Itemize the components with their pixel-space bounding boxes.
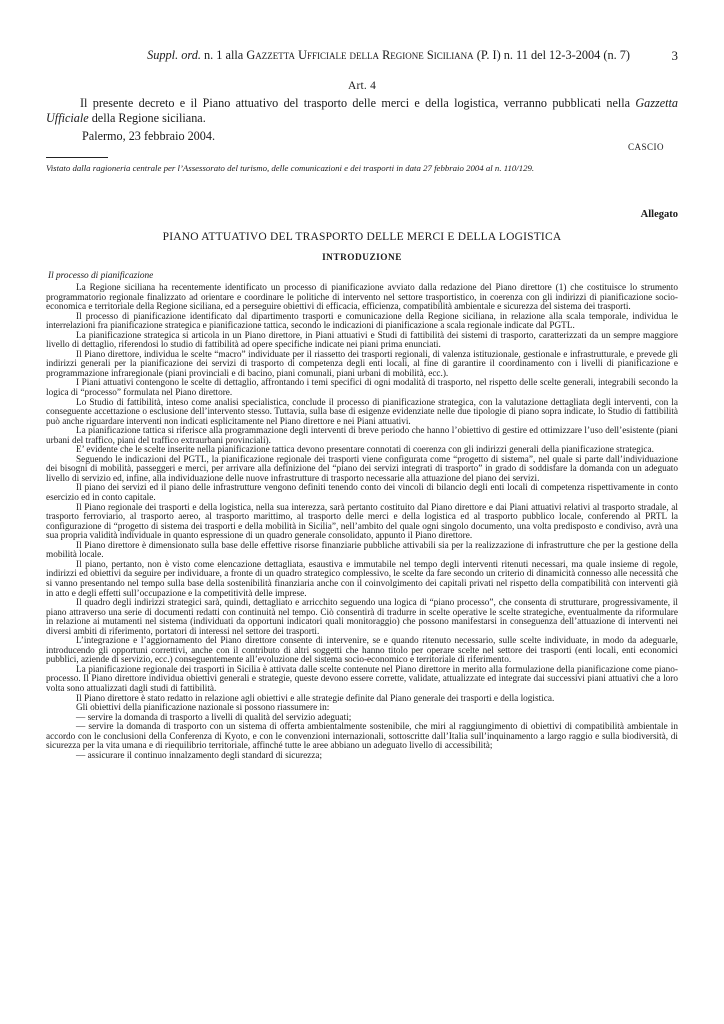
page-number: 3: [671, 48, 678, 63]
objectives-list: [46, 714, 678, 762]
issue-prefix: n. 1 alla: [200, 48, 247, 62]
paragraph: Il Piano direttore è stato redatto in relazione agli obiettivi e alle strategie definite dal Piano generale dei trasporti e della logistica.: [76, 693, 555, 704]
paragraph: Lo Studio di fattibilità, inteso come analisi specialistica, conclude il processo di pianificazione strategica, con la valutazione dettagliata degli interventi, con la conseguente accettazione o esclusione dell’intervento stesso. Tuttavia, sulla base di esigenze evidenziate nelle due tipologie di piano sopra indicate, lo Studio di fattibilità può anche riguardare interventi non indicati esplicitamente nel Piano direttore e nei Piani attuativi.: [46, 397, 678, 427]
running-header-text: [147, 48, 630, 63]
list-item: — servire la domanda di trasporto a livelli di qualità del servizio adeguati;: [76, 712, 352, 723]
document-title: PIANO ATTUATIVO DEL TRASPORTO DELLE MERCI E DELLA LOGISTICA: [162, 231, 562, 243]
signature: CASCIO: [627, 142, 664, 152]
paragraph: La pianificazione regionale dei trasporti in Sicilia è attivata dalle scelte contenute nel Piano direttore in merito alla formulazione della pianificazione come piano-processo. Il Piano direttore individua obiettivi generali e strategie, queste devono essere corrette, validate, attualizzate ed integrate dai successivi piani attuativi che a loro volta sono attualizzati dagli studi di fattibilità.: [46, 664, 678, 694]
decree-text: Il presente decreto e il Piano attuativo del trasporto delle merci e della logistica, verranno pubblicati nella: [80, 96, 636, 110]
paragraph: La pianificazione tattica si riferisce alla programmazione degli interventi di breve periodo che hanno l’obiettivo di gestire ed ottimizzare l’uso dell’esistente (piani urbani del traffico, piani del traffico extraurbani provinciali).: [46, 426, 678, 446]
paragraph: Seguendo le indicazioni del PGTL, la pianificazione regionale dei trasporti viene configurata come “progetto di sistema”, nel quale si parte dall’individuazione dei bisogni di mobilità, passeggeri e merci, per arrivare alla definizione del “piano dei servizi integrati di trasporto” in grado di soddisfare la domanda con un adeguato livello di servizio ed, infine, alla individuazione delle nuove infrastrutture di trasporto necessarie alla attuazione del piano dei servizi.: [46, 454, 678, 484]
article-heading: Art. 4: [347, 80, 377, 92]
gazzetta-italic: Gazzetta Ufficiale: [46, 96, 678, 125]
paragraph: Il processo di pianificazione identificato dal dipartimento trasporti e comunicazione della Regione siciliana, in relazione alla scala temporale, individua le interrelazioni fra pianificazione strategica e pianificazione tattica, secondo le indicazioni di pianificazione a scala regionale indicate dal PGTL.: [46, 311, 678, 332]
list-item: — assicurare il continuo innalzamento degli standard di sicurezza;: [76, 750, 323, 761]
list-item: — servire la domanda di trasporto con un sistema di offerta ambientalmente sostenibile, che miri al raggiungimento di obiettivi di compatibilità ambientale in accordo con le conclusioni della Conferenza di Kyoto, e con le convenzioni internazionali, sottoscritte dall’Italia sull’inquinamento a largo raggio e sulla biodiversità, di sicurezza per la vita umana e di riequilibrio territoriale, affinché tutte le aree abbiano un adeguato livello di accessibilità;: [46, 722, 678, 752]
paragraph: Il piano dei servizi ed il piano delle infrastrutture vengono definiti tenendo conto dei vincoli di bilancio degli enti locali di competenza rispettivamente in conto esercizio ed in conto capitale.: [46, 483, 678, 504]
supplement-label: Suppl. ord.: [147, 48, 201, 62]
paragraph: I Piani attuativi contengono le scelte di dettaglio, affrontando i temi specifici di ogni modalità di trasporto, nel rispetto delle scelte generali, integrabili secondo la logica di “processo” formulata nel Piano direttore.: [46, 378, 678, 399]
paragraph: La pianificazione strategica si articola in un Piano direttore, in Piani attuativi e Studi di fattibilità dei sistemi di trasporto, caratterizzati da un sempre maggiore livello di dettaglio, riferendosi lo studio di fattibilità ad opere specifiche indicate nei piani prima enunciati.: [46, 330, 678, 351]
paragraph: Il Piano direttore, individua le scelte “macro” individuate per il riassetto dei trasporti regionali, di valenza istituzionale, gestionale e infrastrutturale, e prevede gli indirizzi generali per la pianificazione dei servizi di trasporto di competenza degli enti locali, al fine di garantire il coordinamento con i livelli di pianificazione e programmazione infraregionale (piani provinciali e di bacino, piani comunali, piani urbani di mobilità, ecc.).: [46, 349, 678, 379]
running-header: [46, 48, 678, 68]
paragraph: L’integrazione e l’aggiornamento del Piano direttore consente di intervenire, se e quando ritenuto necessario, sulle scelte individuate, in modo da adeguarle, introducendo gli opportuni correttivi, anche con il contributo di altri soggetti che hanno titolo per operare scelte nel settore dei trasporti (enti locali, enti economici pubblici, aziende di servizio, ecc.) conseguentemente all’evoluzione del sistema socio-economico e territoriale di riferimento.: [46, 636, 678, 666]
decree-text-end: della Regione siciliana.: [88, 111, 206, 125]
visto-note: Vistato dalla ragioneria centrale per l’Assessorato del turismo, delle comunicazioni e dei trasporti in data 27 febbraio 2004 al n. 110/129.: [46, 163, 535, 173]
paragraph: Il Piano direttore è dimensionato sulla base delle effettive risorse finanziarie pubbliche attivabili sia per la realizzazione di infrastrutture che per la gestione della mobilità locale.: [46, 540, 678, 561]
place-date: Palermo, 23 febbraio 2004.: [82, 129, 216, 143]
paragraph: E’ evidente che le scelte inserite nella pianificazione tattica devono presentare connotati di coerenza con gli indirizzi generali della pianificazione strategica.: [76, 445, 654, 456]
body-text: [46, 284, 678, 761]
introduction-heading: INTRODUZIONE: [322, 253, 402, 263]
separator-rule: [46, 157, 108, 158]
allegato-label: Allegato: [640, 209, 678, 220]
issue-details: (P. I) n. 11 del 12-3-2004 (n. 7): [473, 48, 630, 62]
section-heading: Il processo di pianificazione: [48, 271, 154, 281]
paragraph: Il piano, pertanto, non è visto come elencazione dettagliata, esaustiva e immutabile nel tempo degli interventi ritenuti necessari, ma quale insieme di regole, indirizzi ed obiettivi da seguire per individuare, a fronte di un quadro strategico complessivo, le scelte da fare secondo un criterio di dinamicità connesso alle necessità che si vanno presentando nel tempo sulla base della sostenibilità finanziaria anche con il coinvolgimento dei capitali privati nel rispetto della compatibilità con interventi già in atto e degli effetti sull’occupazione e la competitività delle imprese.: [46, 559, 678, 599]
paragraph: La Regione siciliana ha recentemente identificato un processo di pianificazione avviato dalla redazione del Piano direttore (1) che costituisce lo strumento programmatorio regionale finalizzato ad orientare e coordinare le politiche di intervento nel settore trasportistico, in coerenza con gli indirizzi di pianificazione socio-economica e territoriale della Regione siciliana, ed a perseguire obiettivi di efficacia, efficienza, compatibilità ambientale e sicurezza del sistema dei trasporti.: [46, 283, 678, 313]
paragraph: Il quadro degli indirizzi strategici sarà, quindi, dettagliato e arricchito seguendo una logica di “piano processo”, che consenta di strutturare, progressivamente, il piano attraverso una serie di documenti redatti con continuità nel tempo. Ciò consentirà di tradurre in scelte operative le scelte strategiche, eventualmente da riformulare in relazione ai mutamenti nel sistema (individuati da opportuni indicatori quali monitoraggio) che possono manifestarsi in conseguenza dell’attuazione di interventi nei diversi ambiti di riferimento, portatori di interessi nel settore dei trasporti.: [46, 598, 678, 637]
paragraph: Il Piano regionale dei trasporti e della logistica, nella sua interezza, sarà pertanto costituito dal Piano direttore e dai Piani attuativi relativi al trasporto stradale, al trasporto ferroviario, al trasporto aereo, al trasporto marittimo, al trasporto delle merci e della logistica ed al trasporto pubblico locale, conferendo al PRTL la configurazione di “progetto di sistema dei trasporti e della mobilità in Sicilia”, nell’ambito del quale ogni singolo documento, una volta predisposto e condiviso, avrà una sua propria validità individuale in quanto espressione di un quadro generale consolidato, appunto il Piano direttore.: [46, 502, 678, 542]
decree-paragraph: [46, 96, 678, 126]
gazette-name: Gazzetta Ufficiale della Regione Siciliana: [246, 48, 474, 62]
paragraph: Gli obiettivi della pianificazione nazionale si possono riassumere in:: [76, 703, 330, 714]
